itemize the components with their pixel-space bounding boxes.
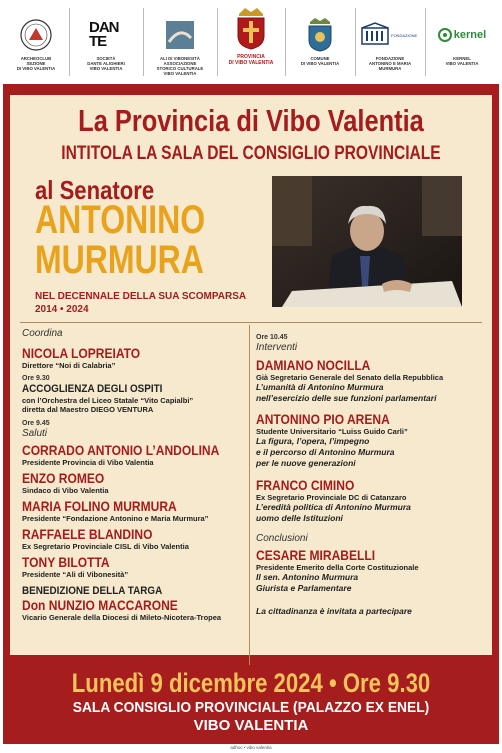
speaker-arena-name: ANTONINO PIO ARENA	[256, 411, 390, 427]
speaker-arena-title: Studente Universitario “Luiss Guido Carli”	[256, 427, 408, 436]
speaker-cimino-title: Ex Segretario Provinciale DC di Catanzaro	[256, 493, 407, 502]
senator-first-name: ANTONINO	[35, 198, 206, 242]
don-name: Don NUNZIO MACCARONE	[22, 597, 178, 613]
accoglienza-heading: ACCOGLIENZA DEGLI OSPITI	[22, 383, 163, 395]
event-city: VIBO VALENTIA	[193, 717, 309, 734]
dante-logo: DAN TE SOCIETÀ DANTE ALIGHIERI VIBO VALENTIA	[87, 19, 125, 71]
saluti-label: Saluti	[22, 428, 48, 439]
coordinator-name: NICOLA LOPREIATO	[22, 345, 141, 361]
provincia-crest-icon	[234, 6, 268, 50]
ali-di-vibonesita-logo: ALI DI VIBONESITÀ ASSOCIAZIONE STORICO CULTURALE VIBO VALENTIA	[145, 4, 215, 80]
section-divider	[20, 322, 482, 323]
speaker-name: RAFFAELE BLANDINO	[22, 526, 153, 542]
speaker-mirabelli-topic2: Giurista e Parlamentare	[256, 583, 352, 593]
speaker-item	[22, 499, 247, 523]
time-1045: Ore 10.45	[256, 334, 288, 341]
accoglienza-line2: diretta dal Maestro DIEGO VENTURA	[22, 405, 154, 414]
event-date: Lunedì 9 dicembre 2024 • Ore 9.30	[71, 668, 431, 698]
speaker-item	[22, 443, 247, 467]
speaker-name: TONY BILOTTA	[22, 554, 110, 570]
coordinator-title: Direttore “Noi di Calabria”	[22, 361, 116, 370]
anniversary-text: NEL DECENNALE DELLA SUA SCOMPARSA	[35, 291, 247, 302]
comune-crest-icon	[306, 18, 334, 52]
fondazione-icon	[360, 22, 420, 48]
fondazione-logo: FONDAZIONE FONDAZIONE ANTONINO E MARIA MURMURA	[357, 4, 423, 80]
speaker-cimino-topic1: L’eredità politica di Antonino Murmura	[256, 502, 411, 512]
speaker-name: ENZO ROMEO	[22, 470, 105, 486]
archeoclub-logo: ARCHEOCLUB SEZIONE DI VIBO VALENTIA	[5, 4, 67, 80]
accoglienza-line1: con l’Orchestra del Liceo Statale “Vito Capialbi”	[22, 396, 194, 405]
speaker-item	[22, 555, 247, 579]
coordina-label: Coordina	[22, 328, 63, 339]
subheadline: INTITOLA LA SALA DEL CONSIGLIO PROVINCIALE	[61, 143, 441, 164]
speaker-mirabelli-topic1: Il sen. Antonino Murmura	[256, 572, 359, 582]
conclusioni-label: Conclusioni	[256, 533, 308, 544]
speaker-item	[22, 527, 247, 551]
senator-photo	[272, 176, 462, 307]
senator-last-name: MURMURA	[35, 238, 204, 282]
speaker-mirabelli-name: CESARE MIRABELLI	[256, 547, 376, 563]
speaker-arena-topic2: e il percorso di Antonino Murmura	[256, 447, 395, 457]
speaker-mirabelli-title: Presidente Emerito della Corte Costituzionale	[256, 563, 419, 572]
speaker-nocilla-title: Già Segretario Generale del Senato della Repubblica	[256, 373, 444, 382]
right-column	[256, 333, 486, 617]
logo-strip	[0, 0, 502, 82]
kernel-logo: kernel KERNEL VIBO VALENTIA	[427, 4, 497, 80]
senator-intro: al Senatore	[35, 175, 155, 205]
ali-di-vibonesita-icon	[165, 20, 195, 50]
speaker-name: MARIA FOLINO MURMURA	[22, 498, 177, 514]
speaker-cimino-name: FRANCO CIMINO	[256, 477, 355, 493]
time-945: Ore 9.45	[22, 420, 50, 427]
comune-logo: COMUNE DI VIBO VALENTIA	[287, 4, 353, 80]
svg-text:FONDAZIONE: FONDAZIONE	[391, 33, 418, 38]
speaker-title: Presidente “Ali di Vibonesità”	[22, 570, 129, 579]
event-venue: SALA CONSIGLIO PROVINCIALE (PALAZZO EX ENEL)	[72, 699, 430, 716]
speaker-nocilla-topic1: L’umanità di Antonino Murmura	[256, 382, 384, 392]
interventi-label: Interventi	[256, 342, 298, 353]
speaker-name: CORRADO ANTONIO L’ANDOLINA	[22, 442, 220, 458]
left-column	[22, 328, 247, 622]
speaker-nocilla-name: DAMIANO NOCILLA	[256, 357, 371, 373]
archeoclub-icon	[19, 18, 53, 52]
dante-icon: DAN TE	[89, 19, 119, 50]
speaker-nocilla-topic2: nell’esercizio delle sue funzioni parlamentari	[256, 393, 437, 403]
invitation-text: La cittadinanza è invitata a partecipare	[256, 606, 412, 616]
don-title: Vicario Generale della Diocesi di Mileto-Nicotera-Tropea	[22, 613, 222, 622]
speaker-cimino-topic2: uomo delle Istituzioni	[256, 513, 343, 523]
provincia-logo: PROVINCIA DI VIBO VALENTIA	[219, 4, 283, 80]
headline: La Provincia di Vibo Valentia	[78, 103, 424, 138]
column-divider	[249, 325, 250, 665]
print-credit: adhoc • vibo valentia	[230, 745, 272, 750]
speaker-title: Sindaco di Vibo Valentia	[22, 486, 109, 495]
anniversary-years: 2014 • 2024	[35, 304, 89, 315]
speaker-arena-topic3: per le nuove generazioni	[256, 458, 356, 468]
speaker-item	[22, 471, 247, 495]
benedizione-heading: BENEDIZIONE DELLA TARGA	[22, 585, 163, 597]
time-930: Ore 9.30	[22, 375, 50, 382]
speaker-title: Presidente “Fondazione Antonino e Maria Murmura”	[22, 514, 209, 523]
speaker-arena-topic1: La figura, l’opera, l’impegno	[256, 436, 370, 446]
speaker-title: Presidente Provincia di Vibo Valentia	[22, 458, 154, 467]
kernel-icon	[438, 28, 452, 42]
speaker-title: Ex Segretario Provinciale CISL di Vibo Valentia	[22, 542, 189, 551]
